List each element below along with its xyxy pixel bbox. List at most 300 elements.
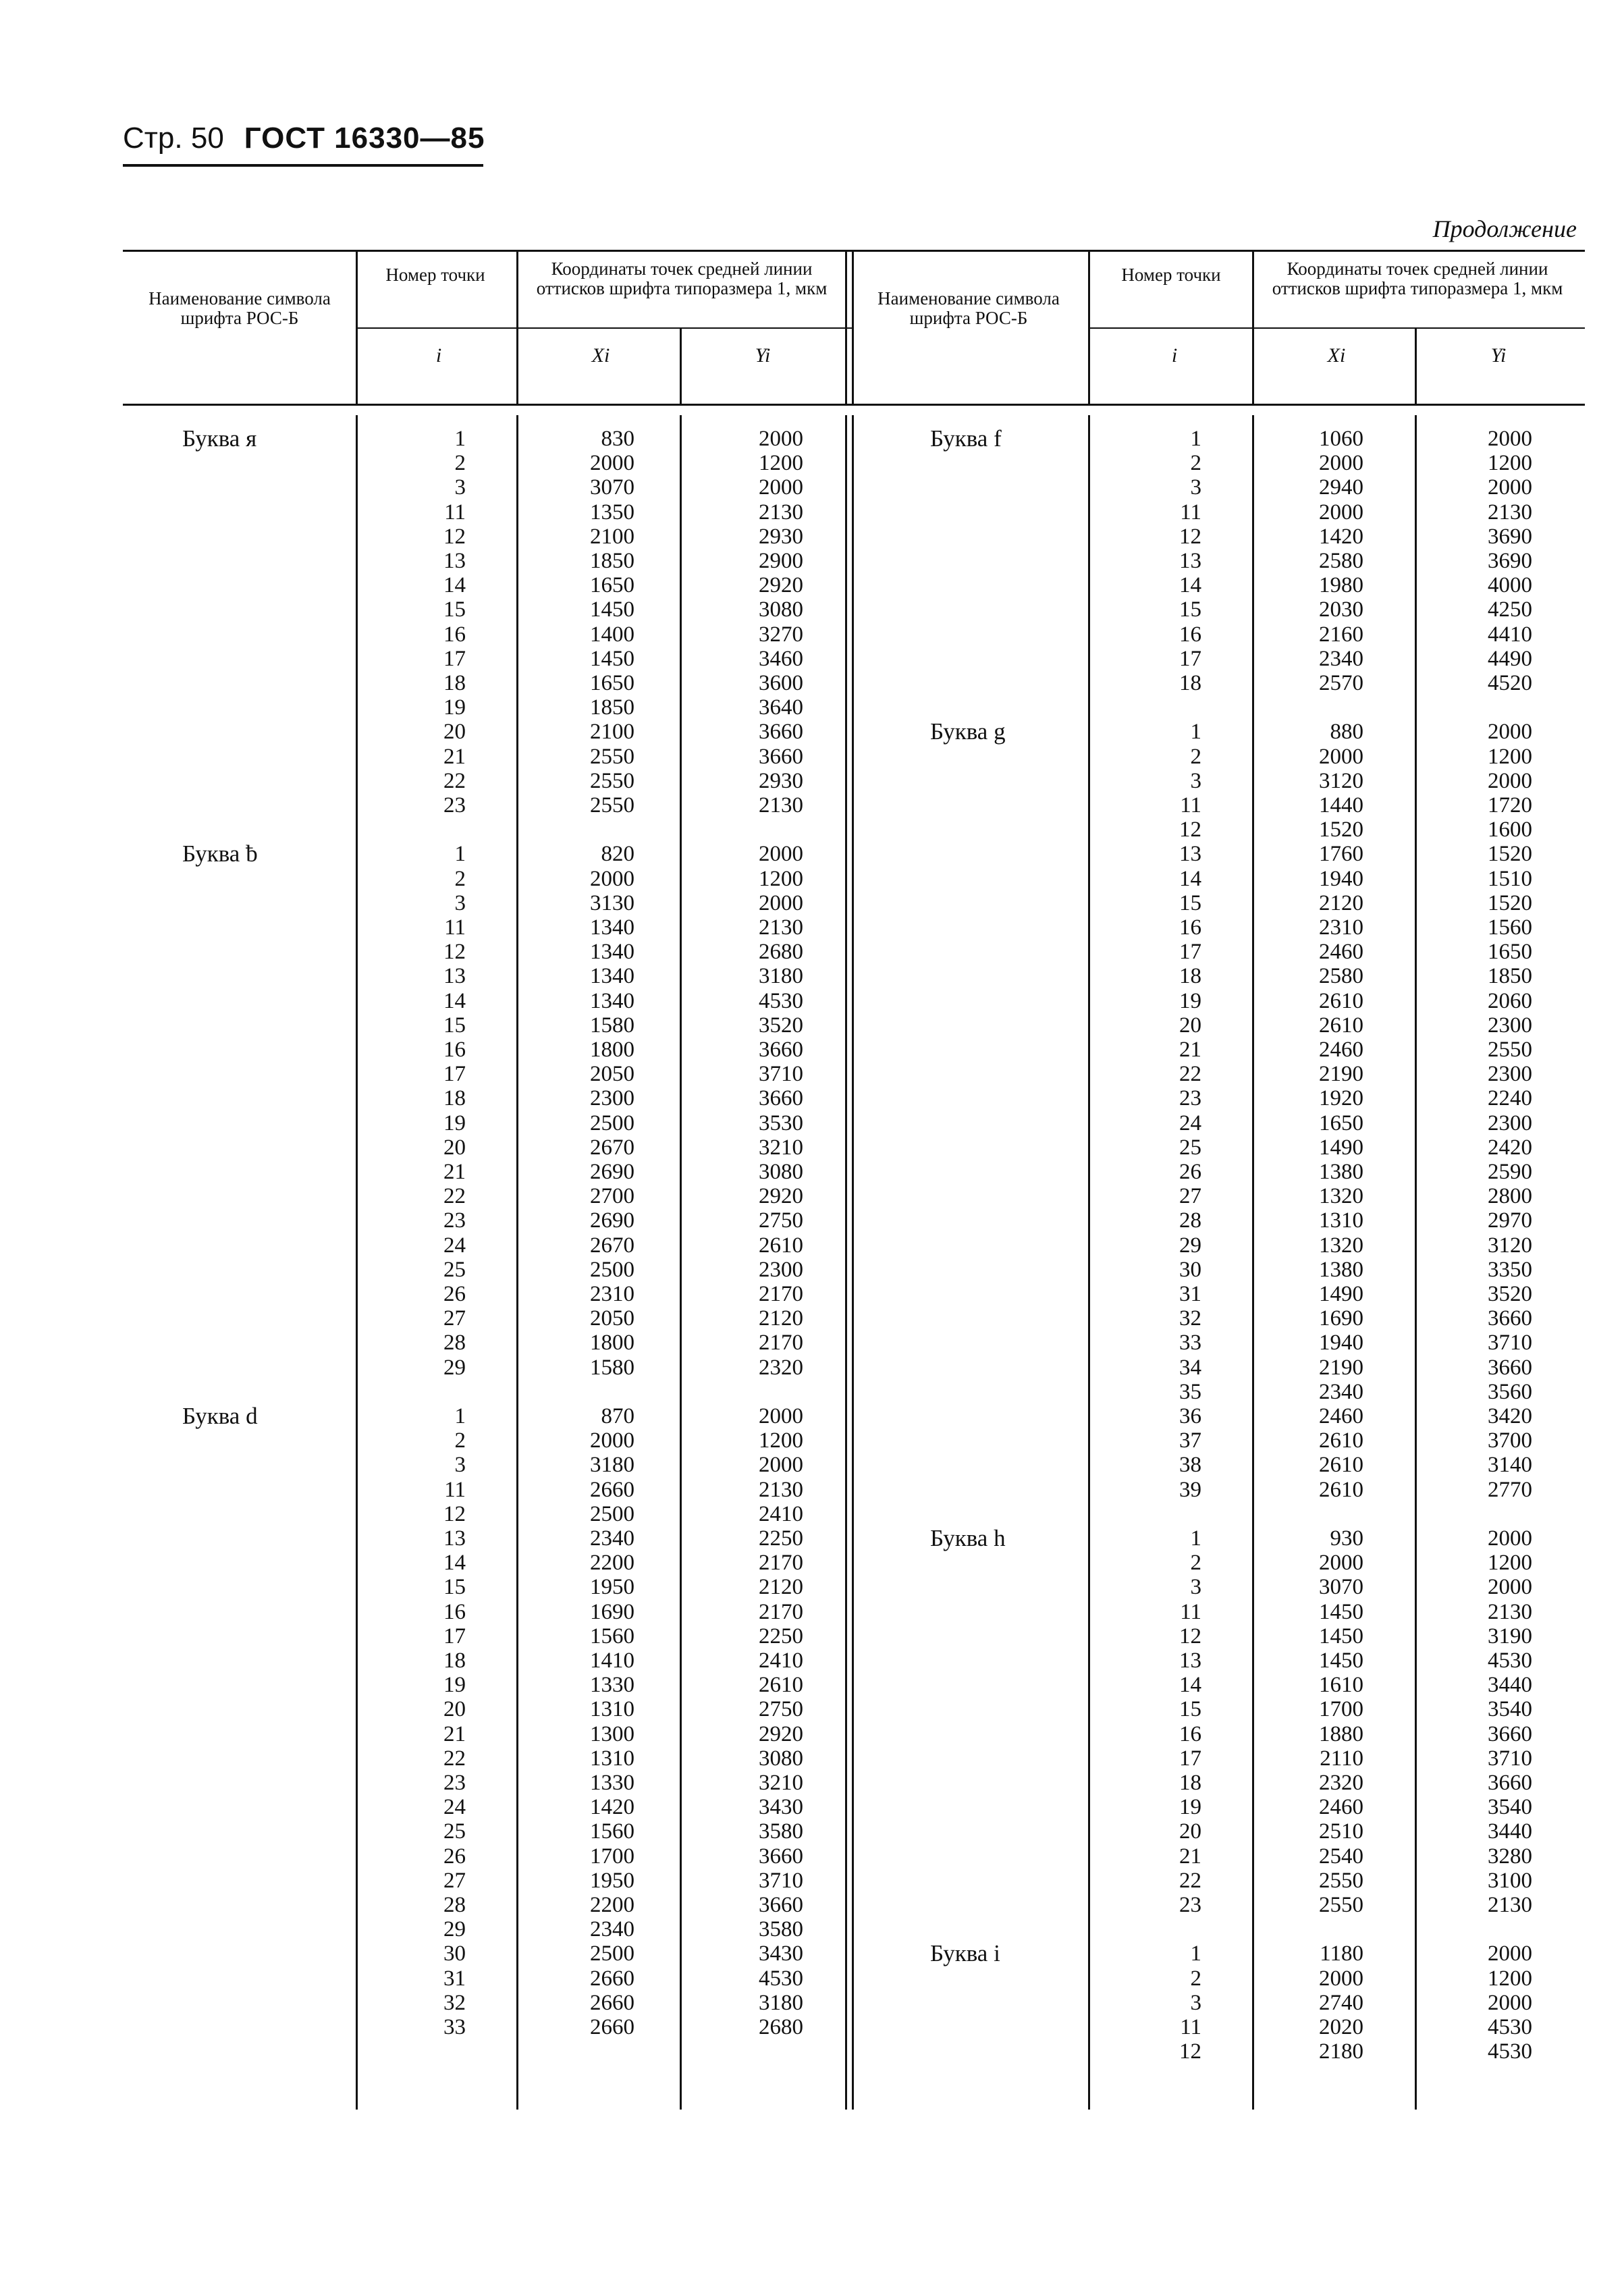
point-number: 22 [443,1184,466,1209]
point-number: 23 [443,793,466,817]
point-number: 17 [443,1624,466,1648]
header-point-number: Номер точки [1121,265,1221,285]
y-coordinate: 3660 [759,1038,803,1062]
y-coordinate: 2000 [759,842,803,867]
x-coordinate: 870 [601,1404,634,1428]
x-coordinate: 1800 [590,1331,634,1356]
y-coordinate: 1510 [1488,866,1532,891]
y-coordinate: 3080 [759,597,803,622]
y-coordinate: 2130 [759,1477,803,1502]
point-number: 2 [1190,451,1201,476]
point-number: 18 [443,1648,466,1673]
x-coordinate: 2740 [1319,1990,1363,2015]
x-coordinate: 1950 [590,1575,634,1600]
x-coordinate: 820 [601,842,634,867]
header-divider [680,329,682,404]
x-coordinate: 2000 [1319,1966,1363,1991]
point-number: 26 [443,1282,466,1306]
y-coordinate: 4530 [759,988,803,1013]
point-number: 1 [454,842,466,867]
point-number: 17 [1179,940,1201,965]
x-coordinate: 1340 [590,915,634,940]
y-coordinate: 3700 [1488,1428,1532,1453]
point-number: 25 [443,1257,466,1282]
y-coordinate: 3660 [1488,1355,1532,1380]
y-coordinate: 2300 [1488,1062,1532,1087]
header-i: i [435,344,442,367]
y-coordinate: 2300 [1488,1013,1532,1038]
x-coordinate: 1920 [1319,1086,1363,1111]
x-coordinate: 2020 [1319,2015,1363,2039]
x-coordinate: 2660 [590,1990,634,2015]
y-coordinate: 4530 [1488,2015,1532,2039]
y-coordinate: 2680 [759,940,803,965]
x-coordinate: 2580 [1319,549,1363,573]
y-coordinate: 2000 [759,890,803,915]
point-number: 23 [1179,1893,1201,1917]
header-divider [845,251,847,404]
header-x: Xi [1327,344,1346,367]
y-coordinate: 3100 [1488,1868,1532,1893]
point-number: 13 [443,964,466,989]
x-coordinate: 1520 [1319,817,1363,842]
point-number: 31 [443,1966,466,1991]
y-coordinate: 2920 [759,1184,803,1209]
point-number: 18 [1179,671,1201,695]
point-number: 23 [443,1208,466,1233]
x-coordinate: 1950 [590,1868,634,1893]
y-coordinate: 2170 [759,1331,803,1356]
header-divider [1088,251,1090,404]
y-coordinate: 2170 [759,1599,803,1624]
y-coordinate: 2000 [759,1404,803,1428]
x-coordinate: 2550 [1319,1893,1363,1917]
y-coordinate: 3440 [1488,1673,1532,1698]
point-number: 13 [1179,549,1201,573]
x-coordinate: 1690 [590,1599,634,1624]
y-coordinate: 2590 [1488,1160,1532,1184]
x-coordinate: 2050 [590,1306,634,1331]
x-coordinate: 2670 [590,1135,634,1160]
symbol-name: Буква ƀ [182,840,258,867]
y-coordinate: 1720 [1488,793,1532,817]
x-coordinate: 2310 [1319,915,1363,940]
x-coordinate: 2610 [1319,1477,1363,1502]
x-coordinate: 1450 [1319,1624,1363,1648]
header-i: i [1171,344,1178,367]
x-coordinate: 1440 [1319,793,1363,817]
symbol-name: Буква d [182,1403,258,1429]
y-coordinate: 3540 [1488,1795,1532,1820]
x-coordinate: 2610 [1319,1428,1363,1453]
header-divider [1415,329,1417,404]
x-coordinate: 1300 [590,1721,634,1746]
x-coordinate: 2670 [590,1233,634,1258]
x-coordinate: 2340 [590,1526,634,1551]
point-number: 15 [1179,890,1201,915]
point-number: 34 [1179,1355,1201,1380]
point-number: 17 [443,646,466,671]
x-coordinate: 2310 [590,1282,634,1306]
point-number: 25 [1179,1135,1201,1160]
y-coordinate: 3210 [759,1135,803,1160]
x-coordinate: 2190 [1319,1062,1363,1087]
y-coordinate: 4530 [1488,1648,1532,1673]
y-coordinate: 2120 [759,1306,803,1331]
x-coordinate: 2500 [590,1110,634,1135]
point-number: 1 [454,1404,466,1428]
y-coordinate: 4520 [1488,671,1532,695]
x-coordinate: 2660 [590,1477,634,1502]
point-number: 21 [443,1721,466,1746]
x-coordinate: 2200 [590,1893,634,1917]
header-y: Yi [1490,344,1507,367]
y-coordinate: 1200 [1488,1966,1532,1991]
x-coordinate: 2340 [1319,646,1363,671]
header-divider [516,251,518,404]
header-sub-rule-right [1088,327,1585,329]
point-number: 16 [443,622,466,647]
y-coordinate: 1200 [1488,451,1532,476]
y-coordinate: 3350 [1488,1257,1532,1282]
point-number: 22 [443,768,466,793]
point-number: 3 [1190,768,1201,793]
symbol-name: Буква f [930,425,1002,452]
point-number: 14 [443,573,466,598]
point-number: 20 [1179,1013,1201,1038]
x-coordinate: 1410 [590,1648,634,1673]
y-coordinate: 1850 [1488,964,1532,989]
x-coordinate: 1310 [590,1746,634,1771]
point-number: 15 [1179,1697,1201,1722]
body-divider [680,415,682,2110]
y-coordinate: 3080 [759,1746,803,1771]
x-coordinate: 1400 [590,622,634,647]
y-coordinate: 1600 [1488,817,1532,842]
y-coordinate: 2770 [1488,1477,1532,1502]
y-coordinate: 3660 [759,1844,803,1869]
point-number: 29 [443,1355,466,1380]
x-coordinate: 2000 [1319,500,1363,525]
y-coordinate: 2800 [1488,1184,1532,1209]
y-coordinate: 1560 [1488,915,1532,940]
x-coordinate: 1450 [1319,1648,1363,1673]
y-coordinate: 2000 [1488,427,1532,451]
x-coordinate: 1320 [1319,1233,1363,1258]
point-number: 14 [1179,573,1201,598]
x-coordinate: 880 [1330,720,1363,745]
y-coordinate: 3530 [759,1110,803,1135]
x-coordinate: 2000 [1319,1551,1363,1576]
x-coordinate: 2000 [590,866,634,891]
x-coordinate: 2120 [1319,890,1363,915]
y-coordinate: 3710 [759,1062,803,1087]
header-underline [123,164,483,167]
point-number: 17 [443,1062,466,1087]
point-number: 23 [1179,1086,1201,1111]
point-number: 39 [1179,1477,1201,1502]
x-coordinate: 1610 [1319,1673,1363,1698]
x-coordinate: 1330 [590,1673,634,1698]
x-coordinate: 1340 [590,940,634,965]
y-coordinate: 2920 [759,1721,803,1746]
point-number: 12 [443,1501,466,1526]
x-coordinate: 1420 [590,1795,634,1820]
y-coordinate: 3520 [759,1013,803,1038]
point-number: 28 [1179,1208,1201,1233]
y-coordinate: 2000 [1488,1941,1532,1966]
point-number: 19 [1179,988,1201,1013]
y-coordinate: 2000 [759,1453,803,1478]
x-coordinate: 2000 [1319,744,1363,769]
x-coordinate: 2550 [590,768,634,793]
point-number: 12 [1179,524,1201,549]
y-coordinate: 3140 [1488,1453,1532,1478]
x-coordinate: 2550 [590,744,634,769]
y-coordinate: 2000 [759,475,803,500]
point-number: 18 [1179,964,1201,989]
x-coordinate: 2030 [1319,597,1363,622]
y-coordinate: 4250 [1488,597,1532,622]
symbol-name: Буква я [182,425,257,452]
y-coordinate: 2680 [759,2015,803,2039]
point-number: 16 [1179,622,1201,647]
x-coordinate: 1650 [590,671,634,695]
y-coordinate: 2320 [759,1355,803,1380]
point-number: 27 [443,1306,466,1331]
point-number: 3 [454,1453,466,1478]
y-coordinate: 2250 [759,1526,803,1551]
x-coordinate: 2580 [1319,964,1363,989]
x-coordinate: 830 [601,427,634,451]
point-number: 17 [1179,646,1201,671]
point-number: 2 [454,1428,466,1453]
y-coordinate: 4410 [1488,622,1532,647]
y-coordinate: 3660 [759,744,803,769]
x-coordinate: 1340 [590,964,634,989]
x-coordinate: 1490 [1319,1135,1363,1160]
point-number: 2 [1190,1551,1201,1576]
point-number: 30 [443,1941,466,1966]
y-coordinate: 3460 [759,646,803,671]
x-coordinate: 2550 [590,793,634,817]
point-number: 33 [1179,1331,1201,1356]
point-number: 11 [1180,1599,1201,1624]
x-coordinate: 2570 [1319,671,1363,695]
point-number: 1 [454,427,466,451]
x-coordinate: 2160 [1319,622,1363,647]
y-coordinate: 3080 [759,1160,803,1184]
x-coordinate: 2700 [590,1184,634,1209]
y-coordinate: 3600 [759,671,803,695]
x-coordinate: 2540 [1319,1844,1363,1869]
y-coordinate: 2930 [759,768,803,793]
point-number: 14 [1179,866,1201,891]
point-number: 19 [1179,1795,1201,1820]
point-number: 29 [443,1917,466,1942]
point-number: 13 [1179,842,1201,867]
y-coordinate: 1200 [759,451,803,476]
continuation-label: Продолжение [1432,215,1577,242]
y-coordinate: 2060 [1488,988,1532,1013]
x-coordinate: 930 [1330,1526,1363,1551]
body-divider [1415,415,1417,2110]
point-number: 26 [443,1844,466,1869]
y-coordinate: 2000 [1488,1526,1532,1551]
x-coordinate: 1310 [1319,1208,1363,1233]
header-symbol-name: Наименование символа шрифта РОС-Б [148,288,331,328]
point-number: 27 [443,1868,466,1893]
header-divider [1252,251,1254,404]
point-number: 3 [1190,1575,1201,1600]
x-coordinate: 2510 [1319,1819,1363,1844]
x-coordinate: 1980 [1319,573,1363,598]
x-coordinate: 2340 [1319,1379,1363,1404]
y-coordinate: 4530 [759,1966,803,1991]
y-coordinate: 2170 [759,1551,803,1576]
point-number: 32 [1179,1306,1201,1331]
standard-number: ГОСТ 16330—85 [244,122,485,155]
y-coordinate: 3660 [1488,1306,1532,1331]
point-number: 26 [1179,1160,1201,1184]
header-divider [356,251,358,404]
y-coordinate: 2130 [1488,1893,1532,1917]
point-number: 37 [1179,1428,1201,1453]
y-coordinate: 3540 [1488,1697,1532,1722]
y-coordinate: 1200 [759,866,803,891]
point-number: 18 [1179,1771,1201,1795]
point-number: 2 [454,866,466,891]
point-number: 11 [1180,793,1201,817]
y-coordinate: 4530 [1488,2039,1532,2064]
x-coordinate: 1380 [1319,1160,1363,1184]
y-coordinate: 1200 [1488,744,1532,769]
y-coordinate: 2130 [1488,1599,1532,1624]
page-header [123,122,485,155]
y-coordinate: 2000 [1488,768,1532,793]
x-coordinate: 2660 [590,2015,634,2039]
point-number: 20 [443,1697,466,1722]
y-coordinate: 1520 [1488,890,1532,915]
y-coordinate: 3520 [1488,1282,1532,1306]
point-number: 12 [1179,2039,1201,2064]
symbol-name: Буква h [930,1525,1006,1551]
point-number: 28 [443,1893,466,1917]
x-coordinate: 1560 [590,1819,634,1844]
point-number: 12 [1179,1624,1201,1648]
y-coordinate: 2000 [1488,720,1532,745]
body-divider [356,415,358,2110]
point-number: 15 [443,1013,466,1038]
x-coordinate: 2500 [590,1941,634,1966]
x-coordinate: 1320 [1319,1184,1363,1209]
point-number: 2 [1190,1966,1201,1991]
y-coordinate: 2130 [759,793,803,817]
y-coordinate: 2000 [1488,475,1532,500]
page-number: Стр. 50 [123,122,224,155]
point-number: 33 [443,2015,466,2039]
y-coordinate: 3690 [1488,524,1532,549]
point-number: 20 [443,1135,466,1160]
x-coordinate: 2460 [1319,1038,1363,1062]
y-coordinate: 3280 [1488,1844,1532,1869]
header-y: Yi [755,344,771,367]
y-coordinate: 3430 [759,1941,803,1966]
y-coordinate: 3120 [1488,1233,1532,1258]
x-coordinate: 1880 [1319,1721,1363,1746]
x-coordinate: 2610 [1319,988,1363,1013]
body-divider [852,415,854,2110]
x-coordinate: 1450 [590,597,634,622]
y-coordinate: 1200 [1488,1551,1532,1576]
y-coordinate: 1200 [759,1428,803,1453]
point-number: 29 [1179,1233,1201,1258]
y-coordinate: 3660 [759,1086,803,1111]
x-coordinate: 2690 [590,1160,634,1184]
y-coordinate: 2930 [759,524,803,549]
point-number: 25 [443,1819,466,1844]
y-coordinate: 2550 [1488,1038,1532,1062]
x-coordinate: 2690 [590,1208,634,1233]
point-number: 22 [443,1746,466,1771]
x-coordinate: 1850 [590,695,634,720]
x-coordinate: 2500 [590,1257,634,1282]
body-divider [845,415,847,2110]
point-number: 24 [1179,1110,1201,1135]
point-number: 15 [443,597,466,622]
point-number: 32 [443,1990,466,2015]
x-coordinate: 2550 [1319,1868,1363,1893]
point-number: 12 [1179,817,1201,842]
x-coordinate: 1580 [590,1355,634,1380]
point-number: 21 [1179,1038,1201,1062]
x-coordinate: 1700 [590,1844,634,1869]
point-number: 21 [443,1160,466,1184]
point-number: 36 [1179,1404,1201,1428]
x-coordinate: 2000 [1319,451,1363,476]
point-number: 28 [443,1331,466,1356]
x-coordinate: 1650 [1319,1110,1363,1135]
y-coordinate: 2420 [1488,1135,1532,1160]
point-number: 1 [1190,1941,1201,1966]
point-number: 3 [1190,475,1201,500]
point-number: 16 [1179,1721,1201,1746]
y-coordinate: 3660 [759,720,803,745]
point-number: 16 [1179,915,1201,940]
point-number: 20 [443,720,466,745]
y-coordinate: 2130 [759,915,803,940]
point-number: 11 [1180,500,1201,525]
point-number: 3 [454,890,466,915]
point-number: 12 [443,940,466,965]
x-coordinate: 3120 [1319,768,1363,793]
x-coordinate: 1650 [590,573,634,598]
point-number: 11 [444,915,466,940]
point-number: 12 [443,524,466,549]
point-number: 23 [443,1771,466,1795]
y-coordinate: 3710 [1488,1331,1532,1356]
point-number: 35 [1179,1379,1201,1404]
y-coordinate: 3640 [759,695,803,720]
point-number: 24 [443,1795,466,1820]
x-coordinate: 1310 [590,1697,634,1722]
body-divider [1088,415,1090,2110]
point-number: 19 [443,695,466,720]
y-coordinate: 3190 [1488,1624,1532,1648]
y-coordinate: 2250 [759,1624,803,1648]
y-coordinate: 1520 [1488,842,1532,867]
x-coordinate: 2460 [1319,1795,1363,1820]
